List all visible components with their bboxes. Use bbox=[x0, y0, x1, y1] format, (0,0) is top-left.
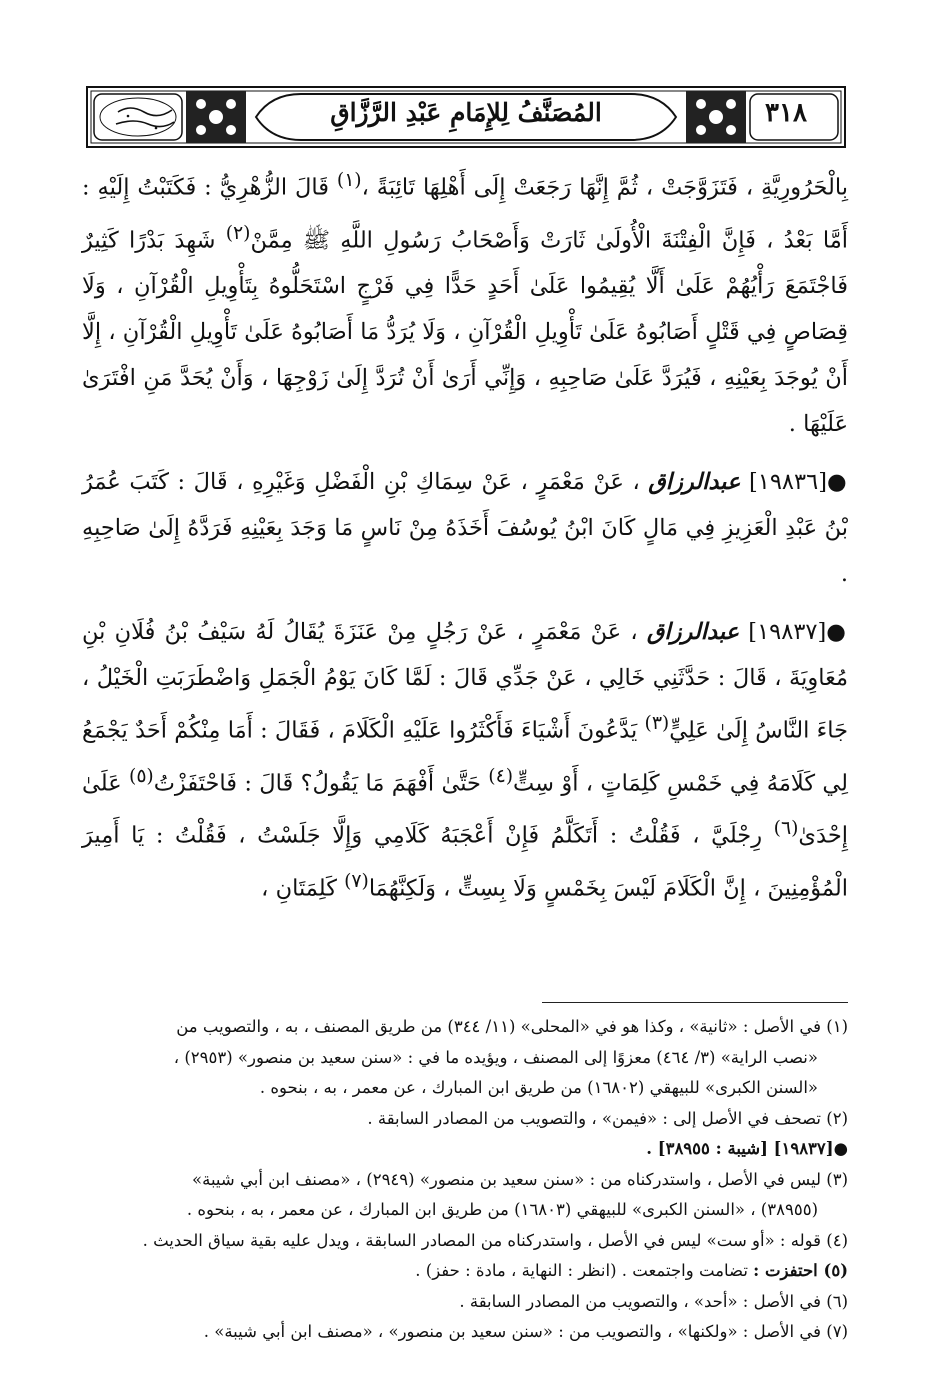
footnote-divider bbox=[542, 1002, 848, 1003]
footnote-ref: (٤) bbox=[488, 765, 514, 787]
hadith-text: كَلِمَتَانِ ، bbox=[261, 875, 337, 901]
seal-logo bbox=[104, 94, 186, 140]
footnote-4: (٤) قوله : «أو ست» ليس في الأصل ، واستدركناه من المصادر السابقة ، ويدل عليه بقية سياق الحديث . bbox=[142, 1230, 848, 1250]
hadith-text: ، عَنْ مَعْمَرٍ ، عَنْ سِمَاكِ بْنِ الْفَضْلِ وَغَيْرِهِ ، قَالَ : كَتَبَ عُمَرُ بْنُ عَبْدِ الْعَزِيزِ فِي مَالٍ كَانَ ابْنُ يُوسُفَ أَخَذَهُ مِنْ نَاسٍ مَا وَجَدَ بِعَيْنِهِ فَرَدَّهُ إِلَىٰ صَاحِبِهِ . bbox=[82, 469, 848, 587]
footnote-ref: (٧) bbox=[344, 870, 369, 892]
main-text bbox=[82, 158, 848, 911]
text-run: أَمَّا بَعْدُ ، فَإِنَّ الْفِتْنَةَ الْأُولَىٰ ثَارَتْ وَأَصْحَابُ رَسُولِ اللَّهِ ﷺ مِمَّنْ bbox=[250, 227, 849, 253]
footnote-3-cont: (٣٨٩٥٥) ، «السنن الكبرى» للبيهقي (١٦٨٠٣) من طريق ابن المبارك ، عن معمر ، به ، بنحوه . bbox=[186, 1200, 818, 1219]
page-header bbox=[86, 86, 846, 148]
bullet-icon: ● bbox=[826, 469, 849, 495]
footnote-7: (٧) في الأصل : «ولكنها» ، والتصويب من : «سنن سعيد بن منصور» ، «مصنف ابن أبي شيبة» . bbox=[203, 1322, 848, 1341]
hadith-number: [١٩٨٣٧] bbox=[748, 619, 827, 645]
text-run: قَالَ الزُّهْرِيُّ : فَكَتَبْتُ إِلَيْهِ : bbox=[82, 174, 329, 201]
footnote-5 bbox=[82, 1256, 848, 1287]
hadith-text: رِجْلَيَّ ، فَقُلْتُ : أَتَكَلَّمُ فَإِنْ أَعْجَبَهُ كَلَامِي وَإِلَّا جَلَسْتُ ، فَقُلْتُ : يَا أَمِيرَ الْمُؤْمِنِينَ ، إِنَّ الْكَلَامَ لَيْسَ بِخَمْسٍ وَلَا بِسِتٍّ ، وَلَكِنَّهُمَا bbox=[82, 822, 848, 901]
footnote-2: (٢) تصحف في الأصل إلى : «فيمن» ، والتصويب من المصادر السابقة . bbox=[367, 1108, 848, 1128]
hadith-text: حَتَّىٰ أَفْهَمَ مَا يَقُولُ؟ قَالَ : فَاحْتَفَزْتُ bbox=[153, 770, 481, 796]
footnote-ref: (٥) bbox=[129, 765, 154, 787]
footnote-ref: (٦) bbox=[773, 818, 799, 839]
footnote-ref: (٢) bbox=[225, 222, 251, 244]
hadith-text: عَلَىٰ إِحْدَىٰ bbox=[82, 770, 848, 849]
hadith-source: عبدالرزاق bbox=[646, 619, 740, 645]
footnotes bbox=[82, 1012, 848, 1348]
hadith-19836 bbox=[82, 459, 848, 597]
hadith-text: يَدَّعُونَ أَشْيَاءَ فَأَكْثَرُوا عَلَيْهِ الْكَلَامَ ، فَقَالَ : أَمَا مِنْكُمْ أَحَدٌ يَجْمَعُ لِي كَلَامَهُ فِي خَمْسِ كَلِمَاتٍ ، أَوْ سِتٍّ bbox=[82, 717, 848, 796]
footnote-5-text: تضامت واجتمعت . (انظر : النهاية ، مادة : حفز) . bbox=[415, 1261, 748, 1280]
hadith-text: ، عَنْ مَعْمَرٍ ، عَنْ رَجُلٍ مِنْ عَنَزَةَ يُقَالُ لَهُ سَيْفُ بْنُ فُلَانِ بْنِ مُعَاوِيَةَ ، قَالَ : حَدَّثَنِي خَالِي ، عَنْ جَدِّي قَالَ : لَمَّا كَانَ يَوْمُ الْجَمَلِ وَاضْطَرَبَتِ الْخَيْلُ ، جَاءَ النَّاسُ إِلَىٰ عَلِيٍّ bbox=[82, 619, 848, 744]
footnote-1-cont: «نصب الراية» (٣/ ٤٦٤) معزوًا إلى المصنف ، ويؤيده ما في : «سنن سعيد بن منصور» (٢٩٥٣) ، bbox=[173, 1047, 818, 1067]
footnote-6: (٦) في الأصل : «أحد» ، والتصويب من المصادر السابقة . bbox=[459, 1291, 848, 1311]
paragraph-1 bbox=[82, 158, 848, 447]
footnote-ref: (٣) bbox=[644, 713, 670, 734]
text-run: شَهِدَ بَدْرًا كَثِيرٌ فَاجْتَمَعَ رَأْيُهُمْ عَلَىٰ أَلَّا يُقِيمُوا عَلَىٰ أَحَدٍ حَدًّا فِي فَرْجٍ اسْتَحَلُّوهُ بِتَأْوِيلِ الْقُرْآنِ ، وَلَا قِصَاصٍ فِي قَتْلٍ أَصَابُوهُ عَلَىٰ تَأْوِيلِ الْقُرْآنِ ، وَلَا يُرَدُّ مَا أَصَابُوهُ عَلَىٰ تَأْوِيلِ الْقُرْآنِ ، إِلَّا أَنْ يُوجَدَ بِعَيْنِهِ ، فَيُرَدَّ عَلَىٰ صَاحِبِهِ ، وَإِنِّي أَرَىٰ أَنْ تُرَدَّ إِلَىٰ زَوْجِهَا ، وَأَنْ يُحَدَّ مَنِ افْتَرَىٰ عَلَيْهَا . bbox=[82, 227, 848, 437]
bullet-icon: ● bbox=[826, 619, 849, 645]
hadith-source: عبدالرزاق bbox=[648, 469, 741, 495]
hadith-19837 bbox=[82, 609, 848, 911]
header-title: المُصَنَّفُ لِلإِمَامِ عَبْدِ الرَّزَّاقِ bbox=[330, 98, 602, 127]
footnote-1-cont: «السنن الكبرى» للبيهقي (١٦٨٠٢) من طريق ابن المبارك ، عن معمر ، به ، بنحوه . bbox=[259, 1078, 818, 1097]
footnote-5-label: (٥) احتفزت : bbox=[753, 1261, 848, 1280]
hadith-number: [١٩٨٣٦] bbox=[748, 469, 827, 495]
footnote-1: (١) في الأصل : «ثانية» ، وكذا هو في «المحلى» (١١/ ٣٤٤) من طريق المصنف ، به ، والتصويب من bbox=[176, 1017, 848, 1036]
footnote-ref: (١) bbox=[336, 170, 362, 191]
footnote-bullet-ref: ●[١٩٨٣٧] [شيبة : ٣٨٩٥٥] . bbox=[646, 1139, 848, 1158]
text-run: بِالْحَرُورِيَّةِ ، فَتَزَوَّجَتْ ، ثُمَّ إِنَّهَا رَجَعَتْ إِلَى أَهْلِهَا تَائِبَةً ، bbox=[361, 174, 848, 201]
footnote-3: (٣) ليس في الأصل ، واستدركناه من : «سنن سعيد بن منصور» (٢٩٤٩) ، «مصنف ابن أبي شيبة» bbox=[192, 1169, 848, 1189]
page-number: ٣١٨ bbox=[765, 98, 807, 128]
